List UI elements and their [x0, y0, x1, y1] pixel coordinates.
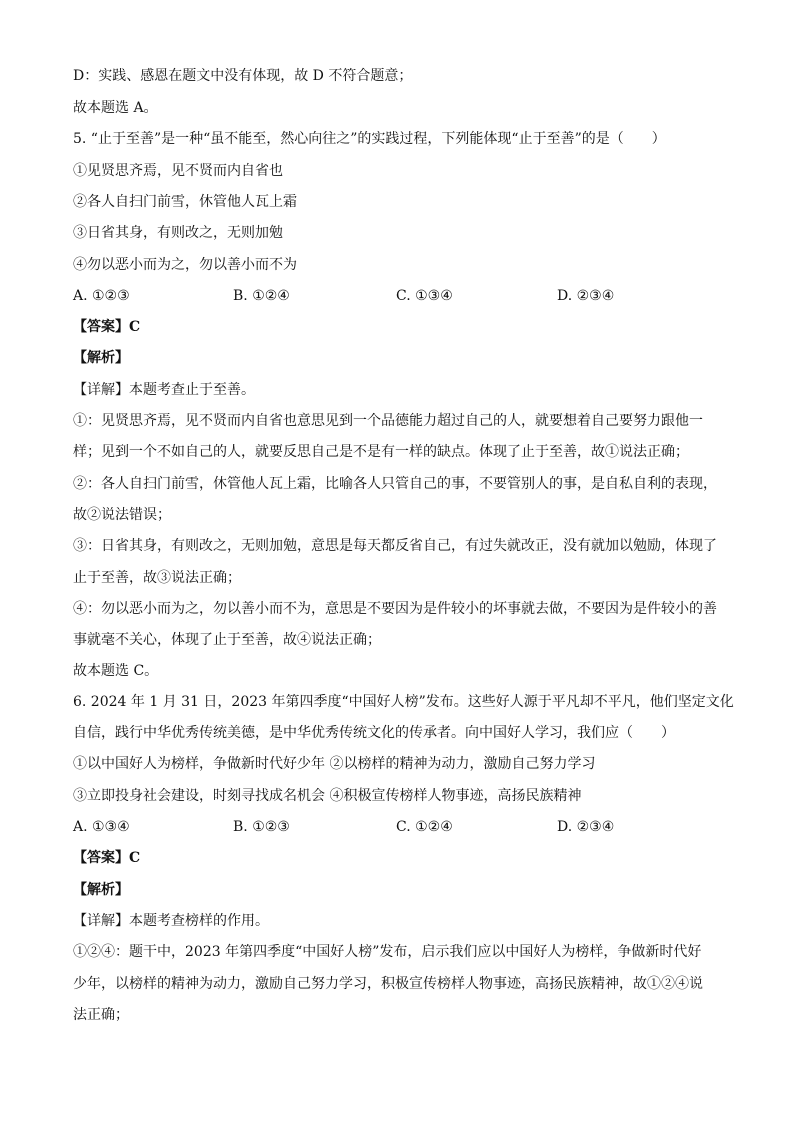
- q5-explain-1a: ①：见贤思齐焉，见不贤而内自省也意思见到一个品德能力超过自己的人，就要想着自己要努力跟他一: [73, 413, 703, 429]
- q5-item-2: ②各人自扫门前雪，休管他人瓦上霜: [73, 194, 297, 210]
- q6-detail: 【详解】本题考查榜样的作用。: [73, 913, 269, 929]
- q5-explain-4a: ④：勿以恶小而为之，勿以善小而不为，意思是不要因为是件较小的坏事就去做，不要因为是件较小的善: [73, 601, 717, 617]
- q6-option-c: C. ①②④: [396, 819, 453, 835]
- q5-explain-3a: ③：日省其身，有则改之，无则加勉，意思是每天都反省自己，有过失就改正，没有就加以勉励，体现了: [73, 538, 717, 554]
- text-line: 故本题选 A。: [73, 100, 158, 116]
- q6-option-b: B. ①②③: [233, 819, 290, 835]
- q6-option-a: A. ①③④: [73, 819, 130, 835]
- q6-option-d: D. ②③④: [557, 819, 615, 835]
- q5-analysis-heading: 【解析】: [73, 350, 129, 366]
- q6-items-3-4: ③立即投身社会建设，时刻寻找成名机会 ④积极宣传榜样人物事迹，高扬民族精神: [73, 788, 582, 804]
- q5-detail: 【详解】本题考查止于至善。: [73, 382, 255, 398]
- question-6-stem-b: 自信，践行中华优秀传统美德，是中华优秀传统文化的传承者。向中国好人学习，我们应（ ）: [73, 725, 675, 741]
- q5-explain-3b: 止于至善，故③说法正确；: [73, 570, 241, 586]
- q6-items-1-2: ①以中国好人为榜样，争做新时代好少年 ②以榜样的精神为动力，激励自己努力学习: [73, 756, 596, 772]
- question-5-stem: 5. “止于至善”是一种“虽不能至，然心向往之”的实践过程，下列能体现“止于至善”的是（ ）: [73, 131, 666, 147]
- question-6-stem-a: 6. 2024 年 1 月 31 日，2023 年第四季度“中国好人榜”发布。这些好人源于平凡却不平凡，他们坚定文化: [73, 694, 734, 710]
- q6-answer: 【答案】C: [73, 850, 141, 866]
- q6-explain-1c: 法正确；: [73, 1007, 129, 1023]
- q5-explain-4b: 事就毫不关心，体现了止于至善，故④说法正确；: [73, 632, 381, 648]
- q5-option-b: B. ①②④: [233, 288, 290, 304]
- q5-item-4: ④勿以恶小而为之，勿以善小而不为: [73, 257, 297, 273]
- q5-explain-2a: ②：各人自扫门前雪，休管他人瓦上霜，比喻各人只管自己的事，不要管别人的事，是自私自利的表现，: [73, 476, 717, 492]
- q6-explain-1b: 少年，以榜样的精神为动力，激励自己努力学习，积极宣传榜样人物事迹，高扬民族精神，故①②④说: [73, 976, 703, 992]
- q5-item-1: ①见贤思齐焉，见不贤而内自省也: [73, 163, 283, 179]
- q6-explain-1a: ①②④：题干中，2023 年第四季度“中国好人榜”发布，启示我们应以中国好人为榜样，争做新时代好: [73, 944, 702, 960]
- q5-item-3: ③日省其身，有则改之，无则加勉: [73, 225, 283, 241]
- q5-final: 故本题选 C。: [73, 663, 159, 679]
- q5-option-a: A. ①②③: [73, 288, 130, 304]
- q5-answer: 【答案】C: [73, 319, 141, 335]
- text-line: D：实践、感恩在题文中没有体现，故 D 不符合题意；: [73, 68, 413, 84]
- q5-explain-1b: 样；见到一个不如自己的人，就要反思自己是不是有一样的缺点。体现了止于至善，故①说法正确；: [73, 444, 689, 460]
- q5-explain-2b: 故②说法错误；: [73, 507, 171, 523]
- q5-option-c: C. ①③④: [396, 288, 453, 304]
- q5-option-d: D. ②③④: [557, 288, 615, 304]
- q6-analysis-heading: 【解析】: [73, 882, 129, 898]
